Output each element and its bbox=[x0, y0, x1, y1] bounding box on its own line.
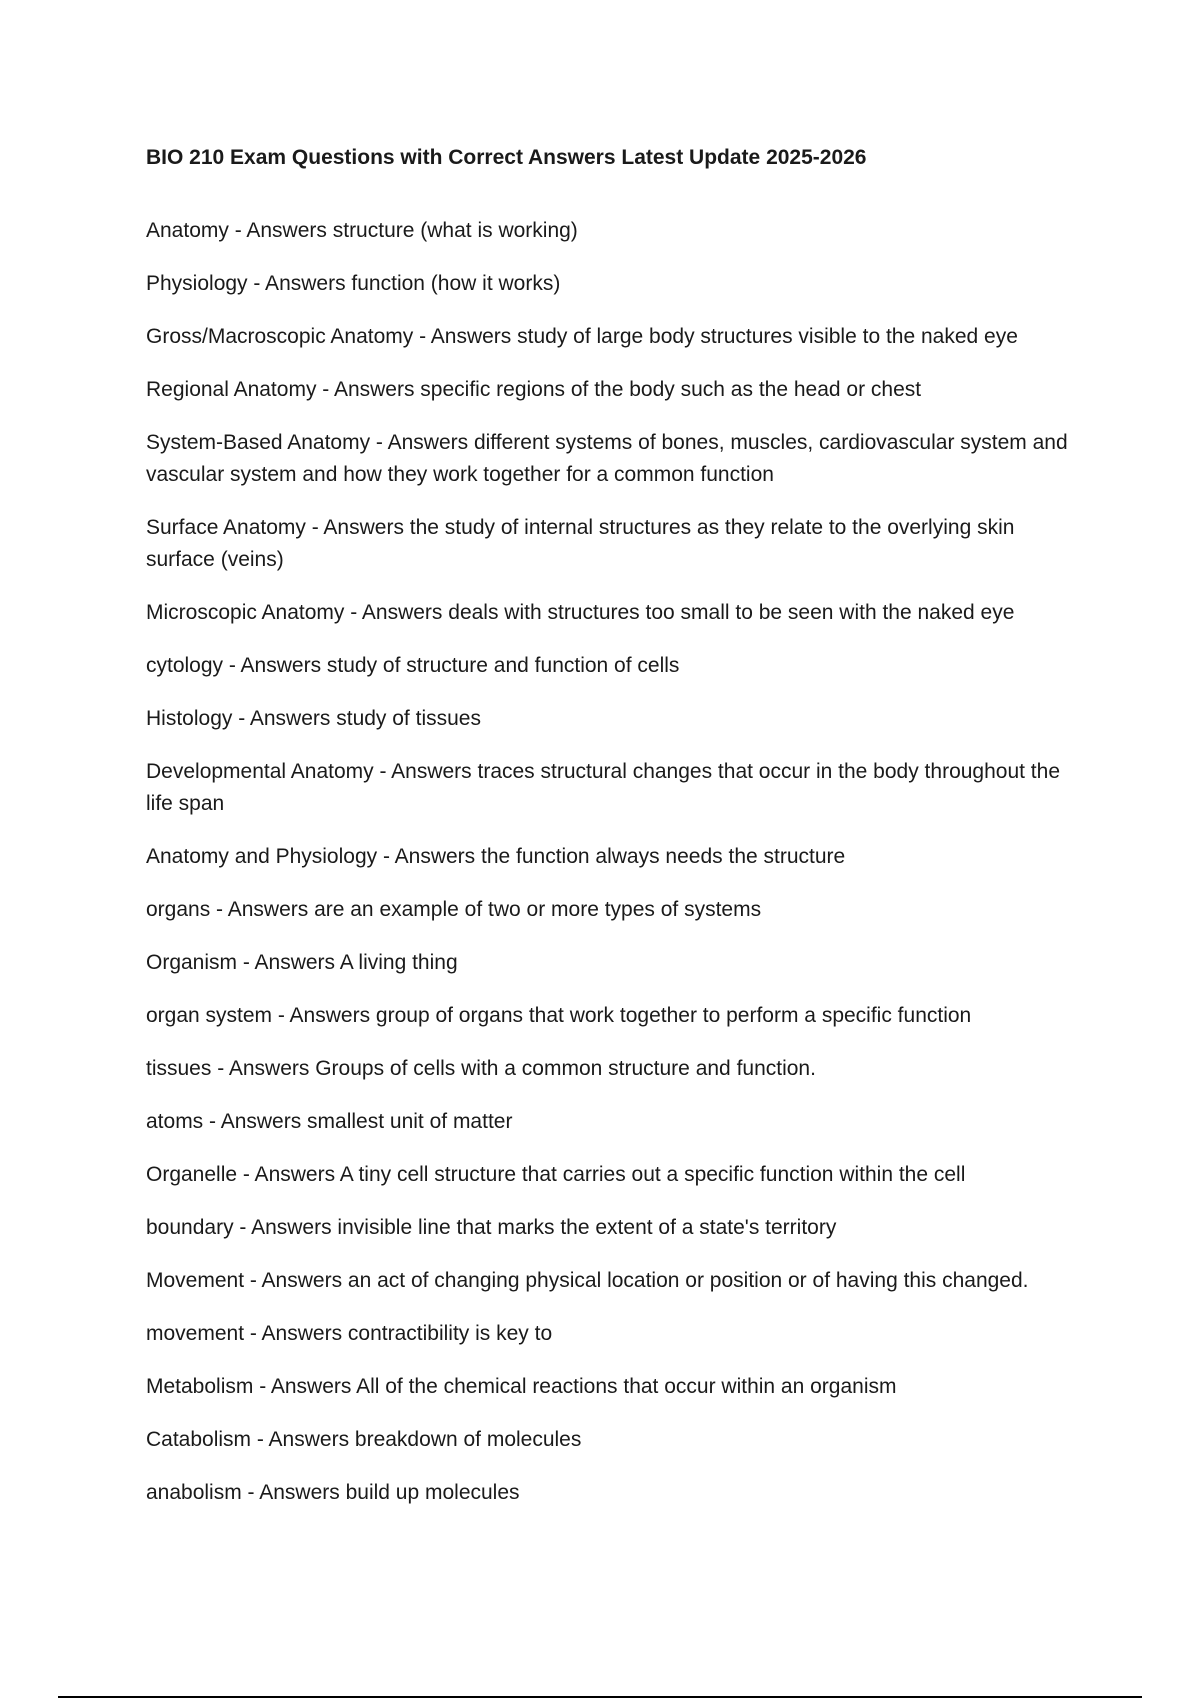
document-title: BIO 210 Exam Questions with Correct Answers Latest Update 2025-2026 bbox=[146, 146, 867, 169]
entry-movement: Movement - Answers an act of changing physical location or position or of having this changed. bbox=[146, 1269, 1029, 1292]
entry-physiology: Physiology - Answers function (how it works) bbox=[146, 272, 561, 295]
entry-histology: Histology - Answers study of tissues bbox=[146, 707, 481, 730]
entry-movement-lowercase: movement - Answers contractibility is key to bbox=[146, 1322, 553, 1345]
entry-system-based-anatomy: System-Based Anatomy - Answers different systems of bones, muscles, cardiovascular system and vascular system and how they work together for a common function bbox=[146, 431, 1068, 486]
entry-boundary: boundary - Answers invisible line that marks the extent of a state's territory bbox=[146, 1216, 837, 1239]
entry-tissues: tissues - Answers Groups of cells with a common structure and function. bbox=[146, 1057, 816, 1080]
entry-anabolism: anabolism - Answers build up molecules bbox=[146, 1481, 520, 1504]
entry-developmental-anatomy: Developmental Anatomy - Answers traces structural changes that occur in the body throughout the life span bbox=[146, 760, 1061, 815]
entry-regional-anatomy: Regional Anatomy - Answers specific regions of the body such as the head or chest bbox=[146, 378, 922, 401]
entry-catabolism: Catabolism - Answers breakdown of molecules bbox=[146, 1428, 582, 1451]
entry-metabolism: Metabolism - Answers All of the chemical reactions that occur within an organism bbox=[146, 1375, 897, 1398]
entry-list bbox=[146, 194, 1086, 1527]
entry-organ-system: organ system - Answers group of organs that work together to perform a specific function bbox=[146, 1004, 972, 1027]
entry-cytology: cytology - Answers study of structure and function of cells bbox=[146, 654, 680, 677]
entry-anatomy-and-physiology: Anatomy and Physiology - Answers the function always needs the structure bbox=[146, 845, 846, 868]
entry-microscopic-anatomy: Microscopic Anatomy - Answers deals with structures too small to be seen with the naked eye bbox=[146, 601, 1015, 624]
entry-gross-anatomy: Gross/Macroscopic Anatomy - Answers study of large body structures visible to the naked eye bbox=[146, 325, 1018, 348]
entry-surface-anatomy: Surface Anatomy - Answers the study of internal structures as they relate to the overlying skin surface (veins) bbox=[146, 516, 1015, 571]
entry-atoms: atoms - Answers smallest unit of matter bbox=[146, 1110, 513, 1133]
entry-anatomy: Anatomy - Answers structure (what is working) bbox=[146, 219, 578, 242]
entry-organelle: Organelle - Answers A tiny cell structure that carries out a specific function within the cell bbox=[146, 1163, 966, 1186]
entry-organism: Organism - Answers A living thing bbox=[146, 951, 458, 974]
footer-divider bbox=[58, 1696, 1142, 1698]
entry-organs: organs - Answers are an example of two or more types of systems bbox=[146, 898, 762, 921]
